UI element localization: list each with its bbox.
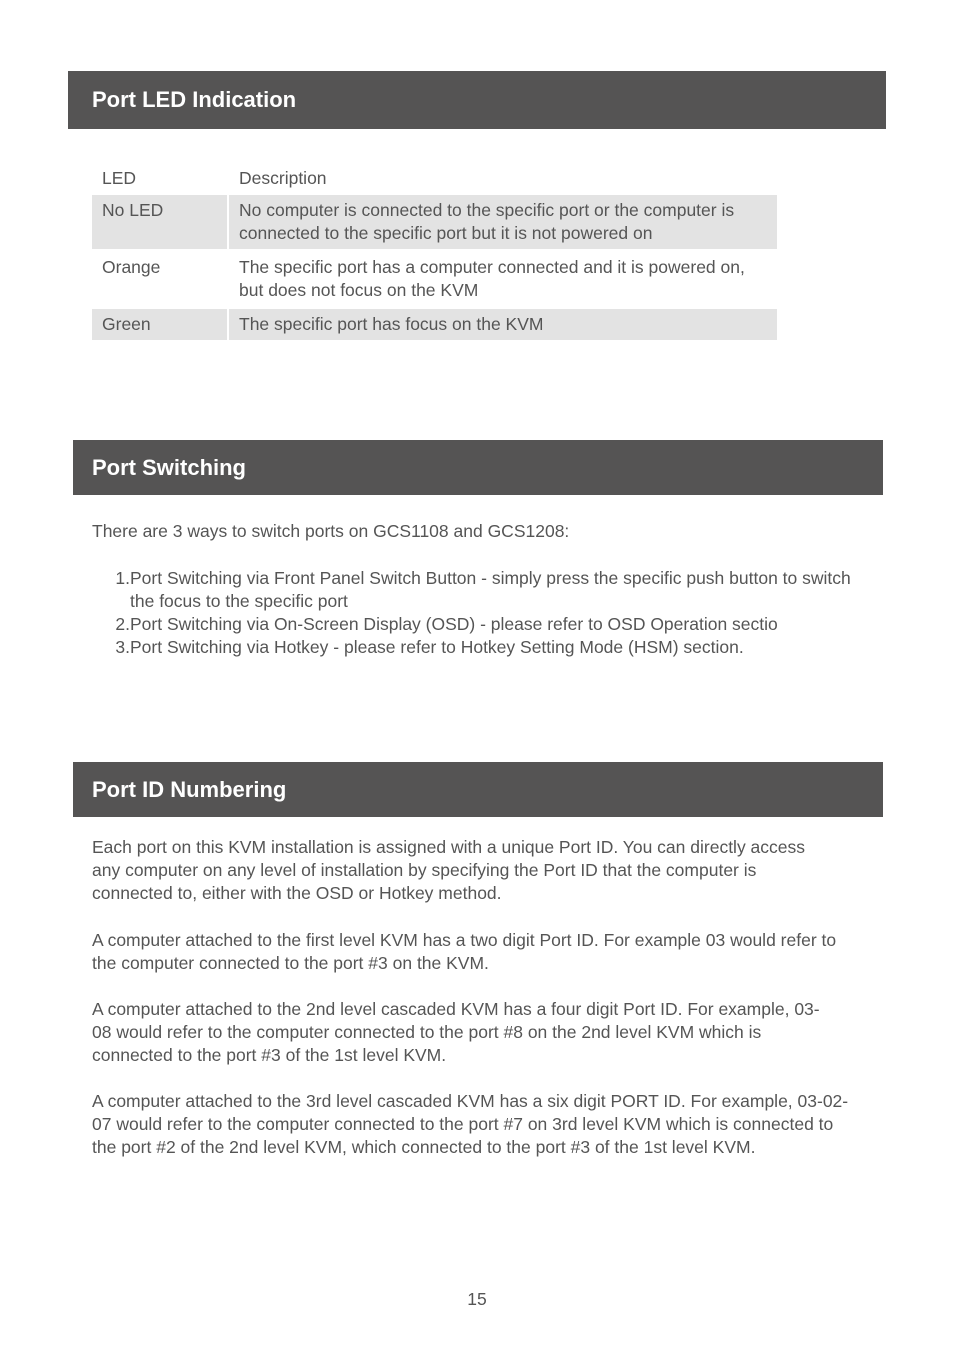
step-number: 2.: [115, 614, 130, 634]
step-number: 1.: [115, 568, 130, 588]
section-header-port-led-indication: [68, 71, 886, 129]
section-title: Port ID Numbering: [92, 776, 287, 802]
led-cell: No LED: [92, 195, 229, 249]
table-row: [92, 309, 777, 340]
description-cell: No computer is connected to the specific port or the computer is connected to the specific port but it is not powered on: [229, 195, 777, 249]
table-header-row: [92, 163, 777, 195]
switching-intro: There are 3 ways to switch ports on GCS1108 and GCS1208:: [92, 521, 570, 541]
switching-steps-list: [92, 567, 852, 659]
description-cell: The specific port has a computer connected and it is powered on, but does not focus on the KVM: [239, 257, 745, 300]
section-header-port-id-numbering: [73, 762, 883, 817]
column-header-description: Description: [239, 168, 327, 188]
led-cell: Orange: [102, 257, 161, 277]
list-item: [92, 613, 852, 636]
port-id-paragraph: Each port on this KVM installation is assigned with a unique Port ID. You can directly access any computer on any level of installation by specifying the Port ID that the computer is connected to, either with the OSD or Hotkey method.: [92, 837, 806, 903]
list-item: [92, 636, 852, 659]
led-cell: Green: [92, 309, 229, 340]
section-title: Port LED Indication: [92, 87, 297, 112]
step-text: Port Switching via Front Panel Switch Button - simply press the specific push button to switch the focus to the specific port: [130, 568, 851, 611]
section-title: Port Switching: [92, 454, 246, 480]
section-header-port-switching: [73, 440, 883, 495]
page-number: 15: [467, 1289, 487, 1309]
led-table: [92, 163, 777, 340]
step-text: Port Switching via On-Screen Display (OSD) - please refer to OSD Operation sectio: [130, 614, 778, 634]
port-id-paragraph: A computer attached to the 2nd level cascaded KVM has a four digit Port ID. For example, 03-08 would refer to the computer connected to the port #8 on the 2nd level KVM which is connected to the port #3 of the 1st level KVM.: [92, 999, 820, 1065]
table-row: [92, 252, 777, 306]
column-header-led: LED: [102, 168, 137, 188]
description-cell: The specific port has focus on the KVM: [229, 309, 777, 340]
step-text: Port Switching via Hotkey - please refer to Hotkey Setting Mode (HSM) section.: [130, 637, 744, 657]
port-id-paragraph: A computer attached to the 3rd level cascaded KVM has a six digit PORT ID. For example, 03-02-07 would refer to the computer connected to the port #7 on 3rd level KVM which is connected to the port #2 of the 2nd level KVM, which connected to the port #3 of the 1st level KVM.: [92, 1091, 849, 1157]
table-row: [92, 195, 777, 249]
step-number: 3.: [115, 637, 130, 657]
port-id-paragraph: A computer attached to the first level KVM has a two digit Port ID. For example 03 would refer to the computer connected to the port #3 on the KVM.: [92, 930, 837, 973]
list-item: [92, 567, 852, 613]
